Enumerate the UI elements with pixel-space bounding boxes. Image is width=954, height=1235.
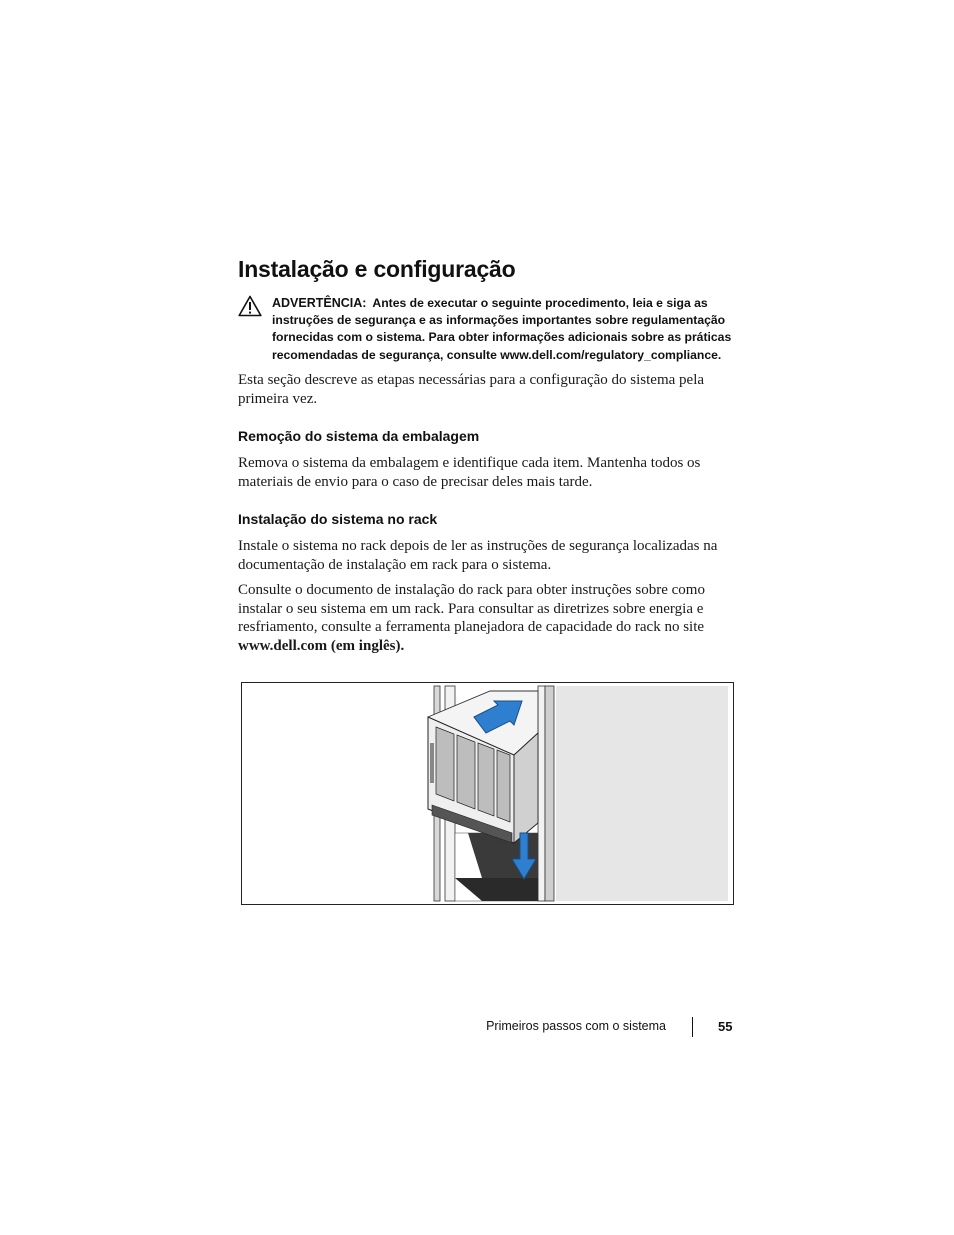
footer-divider	[692, 1017, 693, 1037]
section-heading-unpacking: Remoção do sistema da embalagem	[238, 428, 480, 444]
page-number: 55	[718, 1019, 733, 1034]
rack-paragraph-1: Instale o sistema no rack depois de ler as instruções de segurança localizadas na documentação de instalação em rack para o sistema.	[238, 538, 718, 573]
unpacking-paragraph: Remova o sistema da embalagem e identifique cada item. Mantenha todos os materiais de envio para o caso de precisar deles mais tarde.	[238, 455, 701, 490]
warning-triangle-icon	[238, 295, 262, 317]
warning-body: Antes de executar o seguinte procedimento, leia e siga as instruções de segurança e as informações importantes sobre regulamentação fornecidas com o sistema. Para obter informações adicionais sobre as práticas recomendadas de segurança, consulte www.dell.com/regulatory_compliance.	[272, 296, 732, 362]
warning-text	[272, 295, 742, 364]
section-heading-rack: Instalação do sistema no rack	[238, 511, 438, 527]
warning-label: ADVERTÊNCIA:	[272, 296, 367, 310]
intro-paragraph: Esta seção descreve as etapas necessárias para a configuração do sistema pela primeira vez.	[238, 372, 705, 407]
rack-installation-figure	[241, 682, 734, 905]
page-title: Instalação e configuração	[238, 256, 516, 282]
rack-installation-illustration	[242, 683, 734, 905]
rack-paragraph-2-text: Consulte o documento de instalação do rack para obter instruções sobre como instalar o seu sistema em um rack. Para consultar as diretrizes sobre energia e resfriamento, consulte a ferramenta planejadora de capacidade do rack no site	[238, 582, 705, 636]
rack-paragraph-2	[238, 581, 740, 655]
footer-title: Primeiros passos com o sistema	[486, 1019, 666, 1033]
dell-link[interactable]: www.dell.com (em inglês).	[238, 637, 405, 654]
